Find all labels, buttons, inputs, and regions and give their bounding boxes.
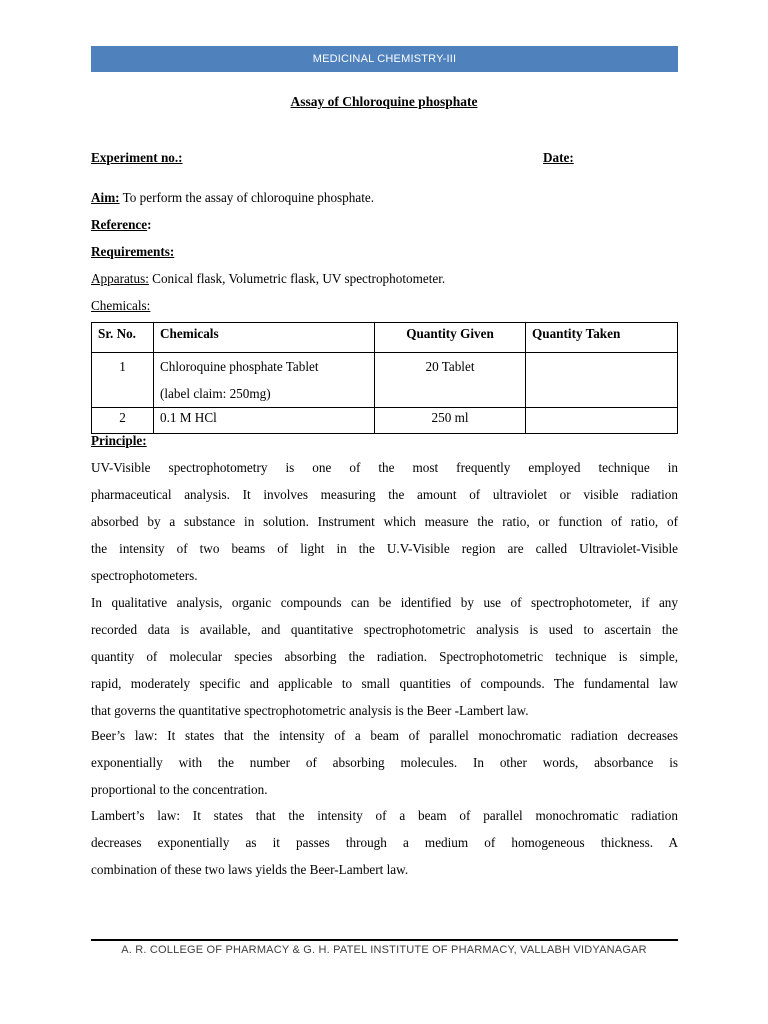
chemicals-line	[91, 298, 150, 314]
principle-paragraph-1	[91, 454, 678, 589]
table-cell-given: 20 Tablet	[375, 353, 526, 408]
apparatus-text: Conical flask, Volumetric flask, UV spectrophotometer.	[148, 271, 446, 286]
paragraph-line: In qualitative analysis, organic compounds can be identified by use of spectrophotometer, if any	[91, 595, 678, 610]
paragraph-line: UV-Visible spectrophotometry is one of the most frequently employed technique in	[91, 460, 678, 475]
paragraph-line: combination of these two laws yields the Beer-Lambert law.	[91, 862, 409, 877]
paragraph-line: exponentially with the number of absorbing molecules. In other words, absorbance is	[91, 755, 678, 770]
aim-label: Aim:	[91, 190, 120, 205]
paragraph-line: quantity of molecular species absorbing the radiation. Spectrophotometric technique is simple,	[91, 649, 678, 664]
table-header-cell: Sr. No.	[92, 323, 154, 353]
table-cell-taken	[526, 408, 678, 434]
chemical-line: Chloroquine phosphate Tablet	[160, 359, 319, 374]
table-header-cell: Quantity Given	[375, 323, 526, 353]
table-row	[92, 353, 678, 408]
requirements-label: Requirements:	[91, 244, 175, 259]
aim-text: To perform the assay of chloroquine phosphate.	[119, 190, 375, 205]
table-cell-taken	[526, 353, 678, 408]
paragraph-line: decreases exponentially as it passes through a medium of homogeneous thickness. A	[91, 835, 678, 850]
experiment-label: Experiment no.:	[91, 150, 183, 165]
apparatus-label: Apparatus:	[91, 271, 149, 286]
apparatus-line	[91, 271, 445, 287]
table-row	[92, 408, 678, 434]
paragraph-line: the intensity of two beams of light in the U.V-Visible region are called Ultraviolet-Visible	[91, 541, 678, 556]
paragraph-line: pharmaceutical analysis. It involves measuring the amount of ultraviolet or visible radiation	[91, 487, 678, 502]
table-cell-chemical: 0.1 M HCl	[154, 408, 375, 434]
aim-line	[91, 190, 374, 206]
table-cell-sr: 2	[92, 408, 154, 434]
principle-label: Principle:	[91, 433, 147, 448]
experiment-line	[91, 150, 183, 166]
paragraph-line: absorbed by a substance in solution. Instrument which measure the ratio, or function of ratio, of	[91, 514, 678, 529]
table-header-cell: Quantity Taken	[526, 323, 678, 353]
paragraph-line: that governs the quantitative spectrophotometric analysis is the Beer -Lambert law.	[91, 703, 529, 718]
paragraph-line: Beer’s law: It states that the intensity of a beam of parallel monochromatic radiation decreases	[91, 728, 678, 743]
principle-paragraph-2	[91, 589, 678, 724]
reference-label: Reference	[91, 217, 148, 232]
paragraph-line: Lambert’s law: It states that the intensity of a beam of parallel monochromatic radiation	[91, 808, 678, 823]
date-label: Date:	[543, 150, 574, 165]
table-cell-sr: 1	[92, 353, 154, 408]
table-cell-given: 250 ml	[375, 408, 526, 434]
page-header-bar	[91, 46, 678, 72]
page-footer: A. R. COLLEGE OF PHARMACY & G. H. PATEL INSTITUTE OF PHARMACY, VALLABH VIDYANAGAR	[121, 944, 647, 956]
paragraph-line: rapid, moderately specific and applicable to small quantities of compounds. The fundamental law	[91, 676, 678, 691]
requirements-line	[91, 244, 174, 260]
paragraph-line: spectrophotometers.	[91, 568, 198, 583]
reference-line	[91, 217, 152, 233]
paragraph-line: proportional to the concentration.	[91, 782, 268, 797]
chemicals-label: Chemicals:	[91, 298, 151, 313]
table-header-cell: Chemicals	[154, 323, 375, 353]
reference-colon: :	[147, 217, 152, 232]
header-title: MEDICINAL CHEMISTRY-III	[312, 53, 457, 65]
paragraph-line: recorded data is available, and quantitative spectrophotometric analysis is used to ascertain the	[91, 622, 678, 637]
footer-divider	[91, 939, 678, 941]
table-cell-chemical	[154, 353, 375, 408]
principle-paragraph-3	[91, 722, 678, 803]
principle-paragraph-4	[91, 802, 678, 883]
document-title: Assay of Chloroquine phosphate	[290, 94, 478, 109]
table-header-row	[92, 323, 678, 353]
principle-line	[91, 433, 147, 449]
chemicals-table	[91, 322, 678, 434]
chemical-line: (label claim: 250mg)	[160, 386, 271, 401]
